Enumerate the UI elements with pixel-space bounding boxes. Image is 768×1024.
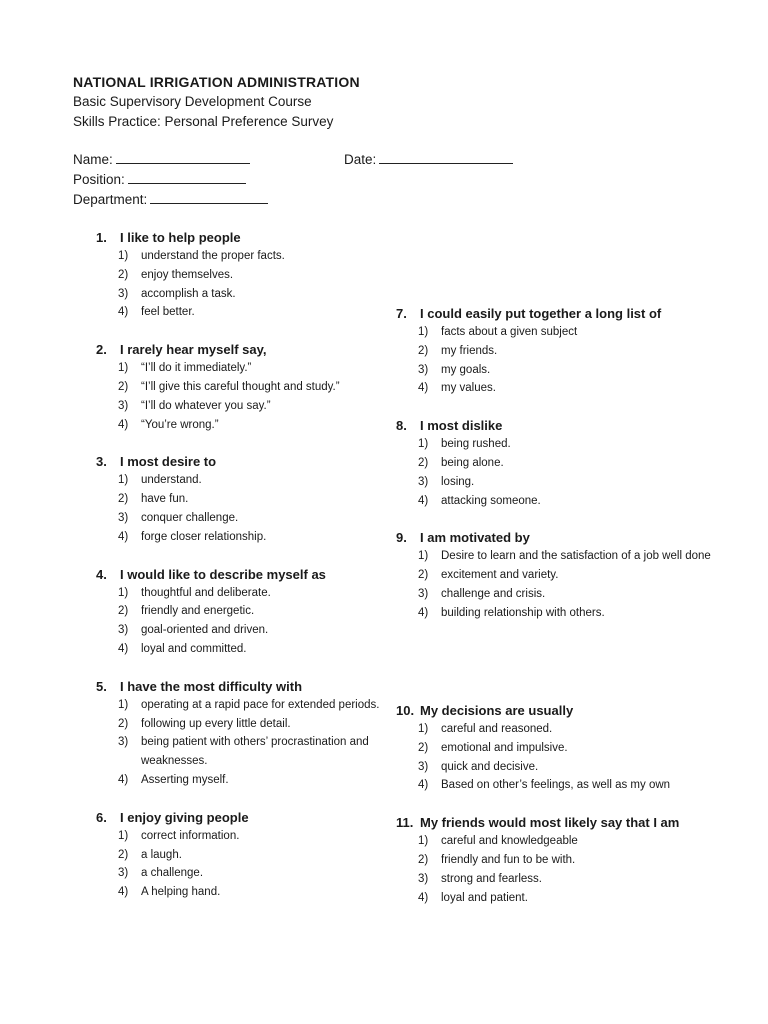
question-heading [96, 808, 436, 827]
option-number: 3) [118, 867, 129, 880]
name-label: Name: [73, 152, 113, 167]
question-number: 4. [96, 566, 107, 582]
option-text: forge closer relationship. [141, 530, 267, 543]
position-field[interactable] [73, 170, 246, 190]
option-number: 4) [418, 606, 429, 619]
question-heading [396, 813, 736, 832]
option-number: 2) [118, 380, 129, 393]
question-text: I like to help people [120, 230, 241, 245]
option-item[interactable] [418, 454, 736, 473]
option-item[interactable] [118, 509, 436, 528]
option-list [96, 696, 436, 790]
option-list [96, 584, 436, 659]
option-number: 1) [118, 586, 129, 599]
option-number: 4) [118, 418, 129, 431]
name-field[interactable] [73, 150, 250, 170]
option-text: correct information. [141, 829, 240, 842]
option-text: goal-oriented and driven. [141, 624, 269, 637]
option-item[interactable] [418, 889, 736, 908]
option-item[interactable] [418, 473, 736, 492]
question-text: I am motivated by [420, 530, 530, 546]
option-text: accomplish a task. [141, 287, 236, 300]
option-text: understand. [141, 474, 202, 487]
option-text: losing. [441, 475, 475, 488]
question-heading [396, 304, 736, 323]
option-text: operating at a rapid pace for extended periods. [141, 698, 380, 711]
question-number: 2. [96, 342, 107, 358]
question-number: 6. [96, 809, 107, 825]
option-number: 3) [118, 511, 129, 524]
left-column [96, 228, 436, 920]
option-text: conquer challenge. [141, 511, 239, 524]
option-number: 4) [118, 306, 129, 319]
question-number: 5. [96, 678, 107, 694]
option-list [96, 247, 436, 322]
option-text: friendly and energetic. [141, 605, 255, 618]
option-number: 1) [418, 835, 429, 848]
question-number: 8. [396, 418, 407, 434]
option-text: my friends. [441, 344, 498, 357]
position-blank[interactable] [128, 170, 246, 184]
option-item[interactable] [118, 359, 436, 378]
option-item[interactable] [418, 323, 736, 342]
department-field[interactable] [73, 190, 268, 210]
option-text: excitement and variety. [441, 569, 559, 582]
question-heading [96, 565, 436, 584]
question-text: My friends would most likely say that I am [420, 815, 680, 831]
option-text: thoughtful and deliberate. [141, 586, 271, 599]
option-number: 1) [418, 723, 429, 735]
option-number: 3) [418, 475, 429, 488]
option-item[interactable] [118, 285, 436, 304]
option-number: 1) [118, 474, 129, 487]
option-item[interactable] [118, 490, 436, 509]
option-item[interactable] [418, 720, 736, 739]
option-number: 4) [418, 779, 429, 792]
option-item[interactable] [118, 528, 436, 547]
question-7 [396, 304, 736, 398]
question-number: 7. [396, 306, 407, 321]
question-text: I most desire to [120, 454, 217, 470]
option-item[interactable] [418, 435, 736, 454]
question-number: 10. [396, 703, 415, 718]
option-text: loyal and committed. [141, 642, 247, 655]
question-text: I could easily put together a long list of [420, 306, 662, 321]
option-text: “I’ll do whatever you say.” [141, 399, 271, 412]
option-item[interactable] [418, 492, 736, 511]
option-text: being rushed. [441, 438, 511, 451]
option-number: 1) [418, 438, 429, 451]
option-text: facts about a given subject [441, 326, 578, 338]
option-item[interactable] [418, 342, 736, 361]
option-text: “I’ll give this careful thought and study.” [141, 380, 340, 393]
date-label: Date: [344, 152, 377, 167]
question-heading [96, 677, 436, 696]
question-8 [396, 416, 736, 510]
option-list [96, 471, 436, 546]
option-text: loyal and patient. [441, 891, 528, 904]
option-number: 3) [118, 399, 129, 412]
option-number: 2) [118, 605, 129, 618]
option-item[interactable] [118, 640, 436, 659]
question-heading [96, 228, 436, 247]
option-text: emotional and impulsive. [441, 741, 568, 754]
option-text: enjoy themselves. [141, 268, 234, 281]
question-text: I enjoy giving people [120, 809, 249, 825]
option-number: 3) [418, 760, 429, 773]
option-item[interactable] [418, 851, 736, 870]
option-text: Desire to learn and the satisfaction of a job well done [441, 550, 711, 563]
option-list [396, 720, 736, 795]
course-title: Basic Supervisory Development Course [73, 94, 312, 109]
name-blank[interactable] [116, 150, 250, 164]
option-text: my values. [441, 382, 496, 395]
option-text: “You’re wrong.” [141, 418, 219, 431]
option-number: 1) [118, 829, 129, 842]
option-number: 2) [418, 853, 429, 866]
option-item[interactable] [418, 604, 736, 623]
option-number: 3) [118, 624, 129, 637]
option-list [396, 832, 736, 907]
option-text: friendly and fun to be with. [441, 853, 576, 866]
option-item[interactable] [418, 547, 736, 566]
option-text: “I’ll do it immediately.” [141, 362, 252, 375]
option-item[interactable] [118, 715, 436, 734]
date-blank[interactable] [379, 150, 513, 164]
option-text: feel better. [141, 306, 195, 319]
option-item[interactable] [418, 566, 736, 585]
question-text: I have the most difficulty with [120, 678, 303, 694]
question-5 [96, 677, 436, 790]
option-number: 1) [118, 250, 129, 262]
question-text: I rarely hear myself say, [120, 342, 267, 358]
option-number: 2) [418, 569, 429, 582]
option-list [96, 827, 436, 902]
option-item[interactable] [118, 602, 436, 621]
option-number: 1) [118, 362, 129, 375]
position-label: Position: [73, 172, 125, 187]
option-item[interactable] [118, 621, 436, 640]
option-number: 4) [418, 494, 429, 507]
question-text: I most dislike [420, 418, 503, 434]
option-item[interactable] [118, 846, 436, 865]
option-item[interactable] [118, 266, 436, 285]
option-item[interactable] [118, 416, 436, 435]
option-number: 2) [418, 344, 429, 357]
option-item[interactable] [418, 832, 736, 851]
option-item[interactable] [118, 883, 436, 902]
option-list [96, 359, 436, 434]
option-item[interactable] [118, 247, 436, 266]
option-text: have fun. [141, 493, 189, 506]
option-text: careful and reasoned. [441, 723, 553, 735]
option-item[interactable] [418, 379, 736, 398]
option-number: 3) [118, 736, 129, 749]
option-number: 4) [118, 642, 129, 655]
option-list [396, 323, 736, 398]
option-number: 3) [418, 872, 429, 885]
question-number: 1. [96, 230, 107, 245]
option-text: attacking someone. [441, 494, 541, 507]
option-number: 1) [118, 698, 129, 711]
option-text: a challenge. [141, 867, 204, 880]
option-item[interactable] [118, 771, 436, 790]
option-number: 2) [418, 741, 429, 754]
option-number: 1) [418, 550, 429, 563]
option-item[interactable] [418, 870, 736, 889]
option-text: my goals. [441, 363, 491, 376]
department-label: Department: [73, 192, 148, 207]
option-text: being patient with others’ procrastination and weaknesses. [141, 736, 369, 768]
question-heading [396, 701, 736, 720]
option-list [396, 547, 736, 622]
option-number: 1) [418, 326, 429, 338]
question-1 [96, 228, 436, 322]
option-text: a laugh. [141, 848, 182, 861]
option-item[interactable] [118, 303, 436, 322]
option-number: 2) [118, 493, 129, 506]
option-item[interactable] [118, 827, 436, 846]
option-text: building relationship with others. [441, 606, 605, 619]
question-10 [396, 701, 736, 795]
option-number: 2) [118, 848, 129, 861]
option-item[interactable] [118, 733, 436, 771]
question-6 [96, 808, 436, 902]
option-text: quick and decisive. [441, 760, 539, 773]
question-heading [396, 528, 736, 547]
option-item[interactable] [418, 361, 736, 380]
option-number: 4) [118, 530, 129, 543]
question-number: 3. [96, 454, 107, 470]
option-item[interactable] [418, 739, 736, 758]
question-heading [96, 452, 436, 471]
option-item[interactable] [118, 397, 436, 416]
option-text: being alone. [441, 456, 504, 469]
question-heading [396, 416, 736, 435]
option-text: strong and fearless. [441, 872, 543, 885]
option-number: 3) [418, 363, 429, 376]
option-text: A helping hand. [141, 886, 221, 899]
option-item[interactable] [418, 758, 736, 777]
option-text: careful and knowledgeable [441, 835, 578, 848]
option-item[interactable] [118, 696, 436, 715]
option-text: understand the proper facts. [141, 250, 285, 262]
option-item[interactable] [418, 585, 736, 604]
question-number: 11. [396, 815, 414, 831]
option-item[interactable] [118, 471, 436, 490]
practice-title: Skills Practice: Personal Preference Survey [73, 114, 334, 129]
option-number: 4) [118, 773, 129, 786]
option-item[interactable] [118, 378, 436, 397]
question-2 [96, 340, 436, 434]
question-heading [96, 340, 436, 359]
question-9 [396, 528, 736, 622]
question-4 [96, 565, 436, 659]
option-number: 3) [418, 587, 429, 600]
question-number: 9. [396, 530, 407, 546]
option-number: 4) [418, 382, 429, 395]
date-field[interactable] [344, 150, 513, 170]
option-number: 4) [418, 891, 429, 904]
option-item[interactable] [118, 864, 436, 883]
option-number: 4) [118, 886, 129, 899]
option-number: 2) [118, 717, 129, 730]
option-number: 2) [418, 456, 429, 469]
option-item[interactable] [418, 776, 736, 795]
option-list [396, 435, 736, 510]
right-column-top [396, 304, 736, 641]
option-text: Asserting myself. [141, 773, 229, 786]
department-blank[interactable] [150, 190, 268, 204]
right-column-bottom [396, 701, 736, 925]
option-text: challenge and crisis. [441, 587, 546, 600]
option-item[interactable] [118, 584, 436, 603]
org-title: NATIONAL IRRIGATION ADMINISTRATION [73, 74, 360, 90]
option-number: 2) [118, 268, 129, 281]
option-number: 3) [118, 287, 129, 300]
question-3 [96, 452, 436, 546]
question-text: My decisions are usually [420, 703, 574, 718]
question-11 [396, 813, 736, 907]
option-text: Based on other’s feelings, as well as my own [441, 779, 671, 792]
option-text: following up every little detail. [141, 717, 291, 730]
question-text: I would like to describe myself as [120, 566, 326, 582]
